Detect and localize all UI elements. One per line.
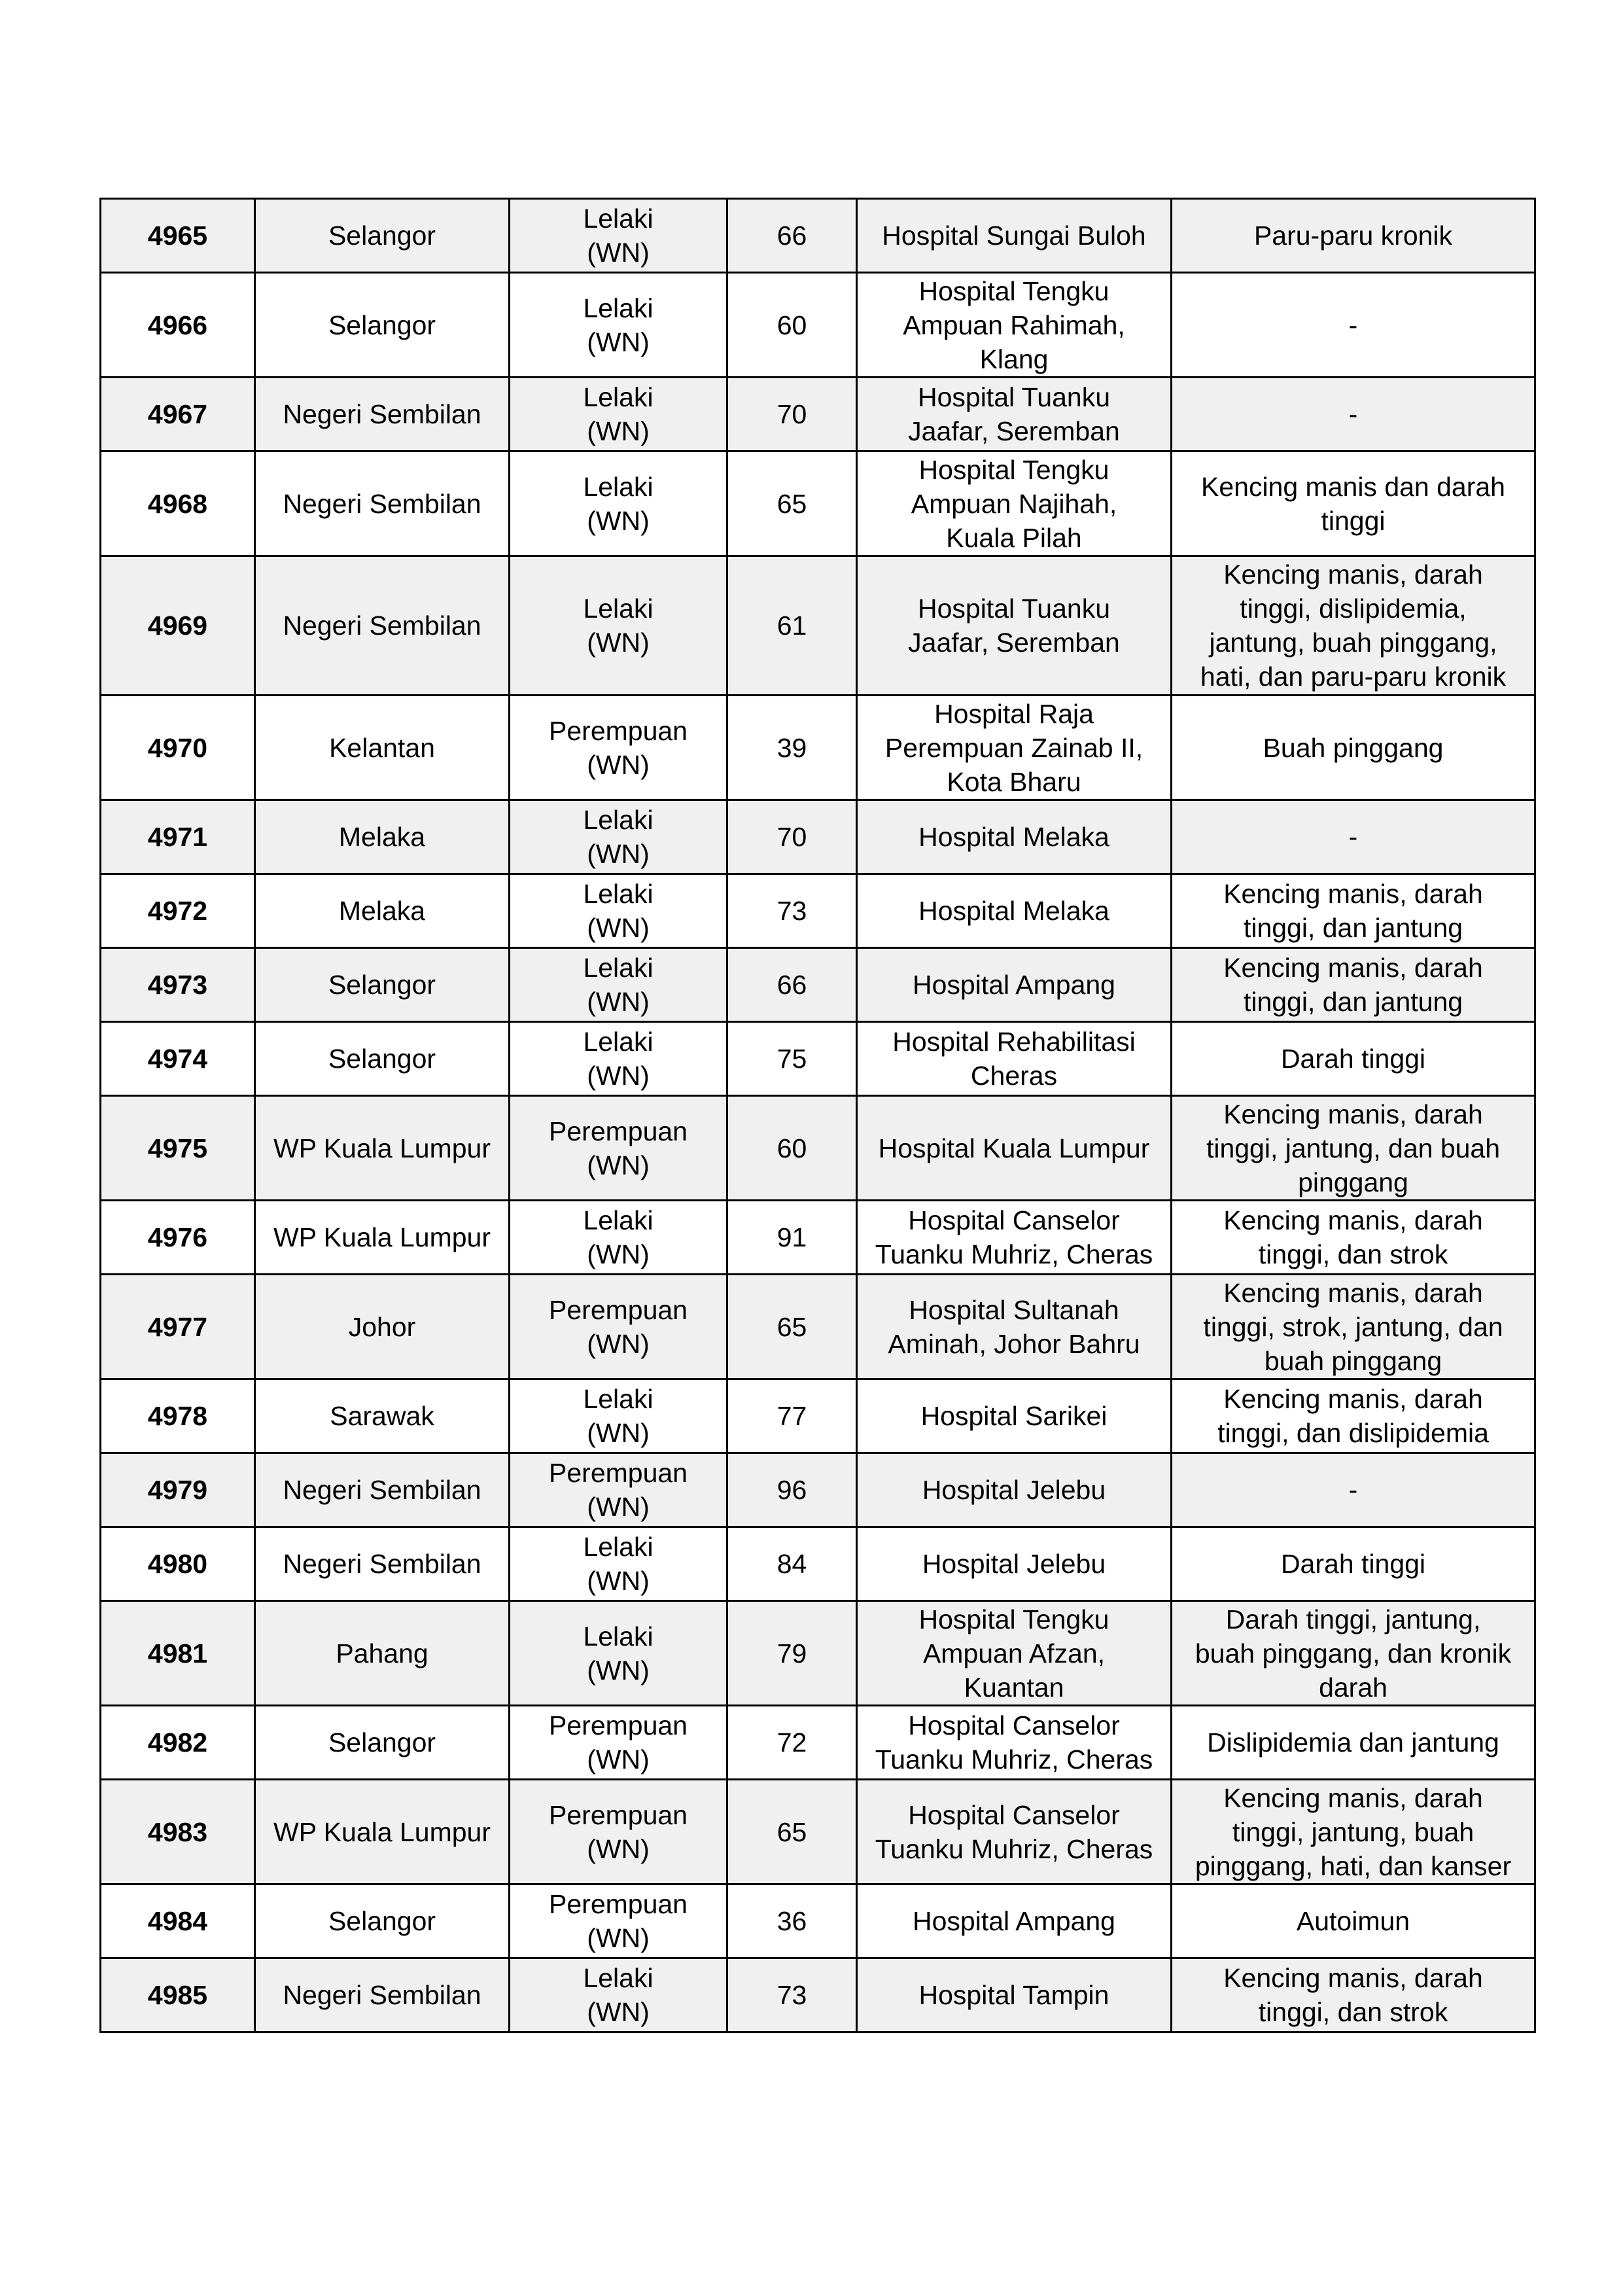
hospital-cell <box>857 1527 1172 1601</box>
age-cell: 66 <box>727 948 857 1022</box>
age-cell: 73 <box>727 1958 857 2032</box>
comorbidity-cell <box>1172 1096 1535 1201</box>
gender-line: (WN) <box>587 1239 650 1269</box>
state-cell: Pahang <box>255 1601 510 1706</box>
case-table <box>99 198 1536 2033</box>
comorbidity-cell <box>1172 1453 1535 1527</box>
case-number-cell: 4975 <box>101 1096 255 1201</box>
gender-cell <box>510 451 727 556</box>
gender-line: (WN) <box>587 416 650 446</box>
comorbidity-cell <box>1172 1275 1535 1379</box>
gender-line: (WN) <box>587 627 650 658</box>
table-row <box>101 1601 1535 1706</box>
hospital-cell <box>857 874 1172 948</box>
comorbidity-line: buah pinggang, dan kronik <box>1195 1638 1512 1669</box>
case-number-cell: 4967 <box>101 378 255 451</box>
state-cell: Selangor <box>255 948 510 1022</box>
hospital-line: Hospital Melaka <box>918 822 1109 852</box>
hospital-line: Hospital Tengku <box>918 1604 1109 1634</box>
table-row <box>101 1022 1535 1096</box>
table-row <box>101 1780 1535 1884</box>
comorbidity-line: tinggi, dan dislipidemia <box>1217 1418 1489 1448</box>
gender-cell <box>510 1022 727 1096</box>
age-cell: 65 <box>727 1780 857 1884</box>
state-cell: WP Kuala Lumpur <box>255 1096 510 1201</box>
gender-cell <box>510 1453 727 1527</box>
comorbidity-line: Kencing manis, darah <box>1223 559 1483 590</box>
case-number-cell: 4976 <box>101 1201 255 1275</box>
hospital-line: Hospital Rehabilitasi <box>892 1027 1136 1057</box>
gender-cell <box>510 1201 727 1275</box>
hospital-line: Kuala Pilah <box>946 522 1082 553</box>
case-number-cell: 4984 <box>101 1884 255 1958</box>
hospital-line: Aminah, Johor Bahru <box>888 1328 1140 1359</box>
hospital-line: Hospital Tampin <box>918 1980 1109 2010</box>
age-cell: 36 <box>727 1884 857 1958</box>
table-row <box>101 273 1535 378</box>
gender-cell <box>510 1096 727 1201</box>
case-number-cell: 4978 <box>101 1379 255 1453</box>
case-table-body <box>101 199 1535 2032</box>
age-cell: 70 <box>727 800 857 874</box>
age-cell: 96 <box>727 1453 857 1527</box>
comorbidity-cell <box>1172 1379 1535 1453</box>
case-number-cell: 4971 <box>101 800 255 874</box>
gender-cell <box>510 199 727 273</box>
age-cell: 65 <box>727 1275 857 1379</box>
gender-line: Perempuan <box>549 1889 688 1919</box>
case-number-cell: 4966 <box>101 273 255 378</box>
state-cell: Sarawak <box>255 1379 510 1453</box>
gender-line: (WN) <box>587 1328 650 1359</box>
comorbidity-line: hati, dan paru-paru kronik <box>1200 662 1507 692</box>
state-cell: Kelantan <box>255 696 510 800</box>
gender-cell <box>510 1379 727 1453</box>
state-cell: Selangor <box>255 1706 510 1780</box>
hospital-cell <box>857 1884 1172 1958</box>
state-cell: Selangor <box>255 273 510 378</box>
hospital-cell <box>857 1958 1172 2032</box>
comorbidity-line: Kencing manis, darah <box>1223 1963 1483 1993</box>
comorbidity-cell <box>1172 696 1535 800</box>
hospital-cell <box>857 199 1172 273</box>
hospital-cell <box>857 1706 1172 1780</box>
hospital-line: Kota Bharu <box>947 766 1081 797</box>
hospital-line: Ampuan Afzan, <box>922 1638 1106 1669</box>
gender-line: (WN) <box>587 1418 650 1448</box>
hospital-cell <box>857 1453 1172 1527</box>
hospital-cell <box>857 800 1172 874</box>
comorbidity-line: Darah tinggi <box>1280 1044 1426 1074</box>
state-cell: Melaka <box>255 800 510 874</box>
hospital-line: Tuanku Muhriz, Cheras <box>875 1744 1153 1775</box>
comorbidity-cell <box>1172 1958 1535 2032</box>
state-cell: Selangor <box>255 199 510 273</box>
hospital-cell <box>857 696 1172 800</box>
comorbidity-line: Darah tinggi, jantung, <box>1225 1604 1481 1634</box>
hospital-line: Hospital Canselor <box>908 1205 1120 1235</box>
hospital-line: Hospital Kuala Lumpur <box>878 1133 1150 1163</box>
case-number-cell: 4983 <box>101 1780 255 1884</box>
comorbidity-cell <box>1172 1527 1535 1601</box>
case-number-cell: 4969 <box>101 556 255 696</box>
state-cell: Johor <box>255 1275 510 1379</box>
comorbidity-cell <box>1172 451 1535 556</box>
hospital-line: Hospital Melaka <box>918 896 1109 926</box>
hospital-line: Hospital Ampang <box>913 970 1115 1000</box>
gender-cell <box>510 273 727 378</box>
hospital-cell <box>857 948 1172 1022</box>
hospital-line: Hospital Ampang <box>913 1906 1115 1936</box>
gender-line: Lelaki <box>583 1621 654 1651</box>
hospital-line: Hospital Jelebu <box>922 1475 1106 1505</box>
state-cell: Negeri Sembilan <box>255 1527 510 1601</box>
hospital-line: Hospital Sarikei <box>920 1401 1108 1431</box>
gender-line: (WN) <box>587 749 650 780</box>
hospital-line: Tuanku Muhriz, Cheras <box>875 1239 1153 1269</box>
case-number-cell: 4979 <box>101 1453 255 1527</box>
gender-line: Lelaki <box>583 953 654 983</box>
comorbidity-line: tinggi, dan strok <box>1258 1239 1448 1269</box>
gender-line: Perempuan <box>549 1116 688 1146</box>
comorbidity-line: - <box>1348 309 1358 340</box>
case-number-cell: 4973 <box>101 948 255 1022</box>
gender-line: Lelaki <box>583 1384 654 1414</box>
case-number-cell: 4980 <box>101 1527 255 1601</box>
case-number-cell: 4985 <box>101 1958 255 2032</box>
comorbidity-cell <box>1172 199 1535 273</box>
state-cell: WP Kuala Lumpur <box>255 1780 510 1884</box>
table-row <box>101 556 1535 696</box>
gender-cell <box>510 1275 727 1379</box>
table-row <box>101 874 1535 948</box>
comorbidity-line: Kencing manis, darah <box>1223 1782 1483 1813</box>
gender-line: (WN) <box>587 1655 650 1686</box>
table-row <box>101 1706 1535 1780</box>
comorbidity-line: - <box>1348 1475 1358 1505</box>
state-cell: Negeri Sembilan <box>255 1958 510 2032</box>
hospital-cell <box>857 1022 1172 1096</box>
hospital-line: Hospital Tengku <box>918 275 1109 306</box>
comorbidity-line: Kencing manis, darah <box>1223 879 1483 909</box>
hospital-line: Hospital Sungai Buloh <box>882 221 1146 251</box>
hospital-line: Perempuan Zainab II, <box>884 732 1143 763</box>
hospital-line: Jaafar, Seremban <box>908 416 1120 446</box>
gender-line: Lelaki <box>583 1027 654 1057</box>
comorbidity-cell <box>1172 1780 1535 1884</box>
comorbidity-line: - <box>1348 822 1358 852</box>
age-cell: 66 <box>727 199 857 273</box>
comorbidity-cell <box>1172 874 1535 948</box>
gender-line: Perempuan <box>549 715 688 746</box>
table-row <box>101 1379 1535 1453</box>
hospital-line: Hospital Canselor <box>908 1710 1120 1740</box>
hospital-cell <box>857 1780 1172 1884</box>
hospital-line: Hospital Raja <box>934 698 1094 729</box>
gender-line: (WN) <box>587 1997 650 2027</box>
table-row <box>101 378 1535 451</box>
hospital-line: Jaafar, Seremban <box>908 627 1120 658</box>
case-number-cell: 4970 <box>101 696 255 800</box>
comorbidity-cell <box>1172 1884 1535 1958</box>
age-cell: 39 <box>727 696 857 800</box>
table-row <box>101 1453 1535 1527</box>
state-cell: Negeri Sembilan <box>255 556 510 696</box>
comorbidity-line: pinggang <box>1298 1167 1408 1197</box>
gender-line: Lelaki <box>583 1205 654 1235</box>
hospital-line: Ampuan Najihah, <box>911 488 1117 519</box>
table-row <box>101 1275 1535 1379</box>
age-cell: 60 <box>727 1096 857 1201</box>
state-cell: Selangor <box>255 1022 510 1096</box>
comorbidity-cell <box>1172 800 1535 874</box>
hospital-line: Hospital Sultanah <box>909 1294 1119 1325</box>
gender-cell <box>510 1884 727 1958</box>
comorbidity-line: tinggi, dan jantung <box>1243 987 1463 1017</box>
age-cell: 72 <box>727 1706 857 1780</box>
age-cell: 61 <box>727 556 857 696</box>
hospital-cell <box>857 378 1172 451</box>
hospital-line: Hospital Tuanku <box>917 382 1110 412</box>
comorbidity-line: Kencing manis, darah <box>1223 1205 1483 1235</box>
age-cell: 60 <box>727 273 857 378</box>
case-number-cell: 4981 <box>101 1601 255 1706</box>
comorbidity-cell <box>1172 273 1535 378</box>
hospital-line: Hospital Canselor <box>908 1799 1120 1830</box>
comorbidity-line: tinggi, dan strok <box>1258 1997 1448 2027</box>
gender-line: Lelaki <box>583 1532 654 1562</box>
hospital-cell <box>857 451 1172 556</box>
gender-line: (WN) <box>587 1923 650 1953</box>
gender-line: (WN) <box>587 1833 650 1864</box>
age-cell: 77 <box>727 1379 857 1453</box>
comorbidity-line: Kencing manis, darah <box>1223 1277 1483 1308</box>
comorbidity-line: Kencing manis, darah <box>1223 1099 1483 1129</box>
comorbidity-line: Kencing manis dan darah <box>1201 471 1505 502</box>
gender-line: (WN) <box>587 913 650 943</box>
gender-line: Lelaki <box>583 382 654 412</box>
gender-line: Perempuan <box>549 1799 688 1830</box>
table-row <box>101 1201 1535 1275</box>
age-cell: 91 <box>727 1201 857 1275</box>
gender-line: (WN) <box>587 1744 650 1775</box>
age-cell: 73 <box>727 874 857 948</box>
gender-line: (WN) <box>587 839 650 869</box>
hospital-line: Tuanku Muhriz, Cheras <box>875 1833 1153 1864</box>
hospital-cell <box>857 273 1172 378</box>
comorbidity-line: tinggi, jantung, dan buah <box>1206 1133 1501 1163</box>
gender-line: (WN) <box>587 1566 650 1596</box>
comorbidity-line: Dislipidemia dan jantung <box>1207 1727 1499 1757</box>
case-number-cell: 4972 <box>101 874 255 948</box>
gender-cell <box>510 800 727 874</box>
gender-line: Lelaki <box>583 805 654 835</box>
hospital-line: Klang <box>979 344 1049 374</box>
gender-cell <box>510 1780 727 1884</box>
gender-line: (WN) <box>587 987 650 1017</box>
comorbidity-line: tinggi, dislipidemia, <box>1240 593 1467 624</box>
comorbidity-line: Buah pinggang <box>1263 732 1444 763</box>
hospital-line: Ampuan Rahimah, <box>903 309 1125 340</box>
hospital-line: Kuantan <box>964 1672 1064 1703</box>
state-cell: Negeri Sembilan <box>255 451 510 556</box>
hospital-line: Cheras <box>970 1061 1058 1091</box>
comorbidity-line: pinggang, hati, dan kanser <box>1195 1850 1512 1881</box>
table-row <box>101 1958 1535 2032</box>
comorbidity-line: Kencing manis, darah <box>1223 953 1483 983</box>
comorbidity-line: tinggi, strok, jantung, dan <box>1203 1311 1503 1342</box>
gender-line: Lelaki <box>583 593 654 624</box>
table-row <box>101 800 1535 874</box>
gender-line: Lelaki <box>583 1963 654 1993</box>
hospital-line: Hospital Jelebu <box>922 1549 1106 1579</box>
hospital-line: Hospital Tuanku <box>917 593 1110 624</box>
state-cell: Melaka <box>255 874 510 948</box>
comorbidity-cell <box>1172 1201 1535 1275</box>
state-cell: Selangor <box>255 1884 510 1958</box>
state-cell: Negeri Sembilan <box>255 378 510 451</box>
comorbidity-line: tinggi <box>1321 505 1386 536</box>
gender-line: (WN) <box>587 327 650 357</box>
comorbidity-cell <box>1172 948 1535 1022</box>
hospital-cell <box>857 1201 1172 1275</box>
gender-cell <box>510 874 727 948</box>
age-cell: 65 <box>727 451 857 556</box>
hospital-cell <box>857 1275 1172 1379</box>
gender-line: (WN) <box>587 1061 650 1091</box>
gender-line: Lelaki <box>583 879 654 909</box>
gender-cell <box>510 1958 727 2032</box>
table-row <box>101 948 1535 1022</box>
table-row <box>101 1096 1535 1201</box>
case-number-cell: 4977 <box>101 1275 255 1379</box>
gender-cell <box>510 1706 727 1780</box>
gender-line: (WN) <box>587 238 650 268</box>
table-row <box>101 451 1535 556</box>
gender-line: Perempuan <box>549 1710 688 1740</box>
comorbidity-cell <box>1172 378 1535 451</box>
gender-line: Perempuan <box>549 1294 688 1325</box>
comorbidity-line: Kencing manis, darah <box>1223 1384 1483 1414</box>
table-row <box>101 1884 1535 1958</box>
comorbidity-line: darah <box>1319 1672 1387 1703</box>
age-cell: 79 <box>727 1601 857 1706</box>
comorbidity-line: tinggi, dan jantung <box>1243 913 1463 943</box>
comorbidity-line: tinggi, jantung, buah <box>1232 1816 1475 1847</box>
hospital-cell <box>857 1379 1172 1453</box>
gender-cell <box>510 378 727 451</box>
gender-line: (WN) <box>587 1150 650 1180</box>
gender-cell <box>510 556 727 696</box>
case-number-cell: 4974 <box>101 1022 255 1096</box>
comorbidity-line: buah pinggang <box>1264 1345 1442 1376</box>
comorbidity-line: Darah tinggi <box>1280 1549 1426 1579</box>
gender-line: Lelaki <box>583 292 654 323</box>
hospital-cell <box>857 1601 1172 1706</box>
table-row <box>101 1527 1535 1601</box>
comorbidity-line: jantung, buah pinggang, <box>1209 627 1497 658</box>
gender-cell <box>510 1601 727 1706</box>
comorbidity-cell <box>1172 1706 1535 1780</box>
gender-line: Lelaki <box>583 203 654 234</box>
case-number-cell: 4965 <box>101 199 255 273</box>
gender-line: Perempuan <box>549 1458 688 1488</box>
table-row <box>101 199 1535 273</box>
hospital-line: Hospital Tengku <box>918 454 1109 485</box>
age-cell: 84 <box>727 1527 857 1601</box>
case-number-cell: 4982 <box>101 1706 255 1780</box>
age-cell: 70 <box>727 378 857 451</box>
comorbidity-cell <box>1172 1601 1535 1706</box>
gender-cell <box>510 948 727 1022</box>
table-row <box>101 696 1535 800</box>
comorbidity-line: Paru-paru kronik <box>1253 221 1453 251</box>
comorbidity-line: Autoimun <box>1296 1906 1410 1936</box>
gender-line: (WN) <box>587 1492 650 1522</box>
gender-line: (WN) <box>587 505 650 536</box>
hospital-cell <box>857 556 1172 696</box>
gender-cell <box>510 696 727 800</box>
comorbidity-line: - <box>1348 399 1358 429</box>
comorbidity-cell <box>1172 1022 1535 1096</box>
case-number-cell: 4968 <box>101 451 255 556</box>
state-cell: WP Kuala Lumpur <box>255 1201 510 1275</box>
hospital-cell <box>857 1096 1172 1201</box>
gender-cell <box>510 1527 727 1601</box>
gender-line: Lelaki <box>583 471 654 502</box>
comorbidity-cell <box>1172 556 1535 696</box>
state-cell: Negeri Sembilan <box>255 1453 510 1527</box>
age-cell: 75 <box>727 1022 857 1096</box>
